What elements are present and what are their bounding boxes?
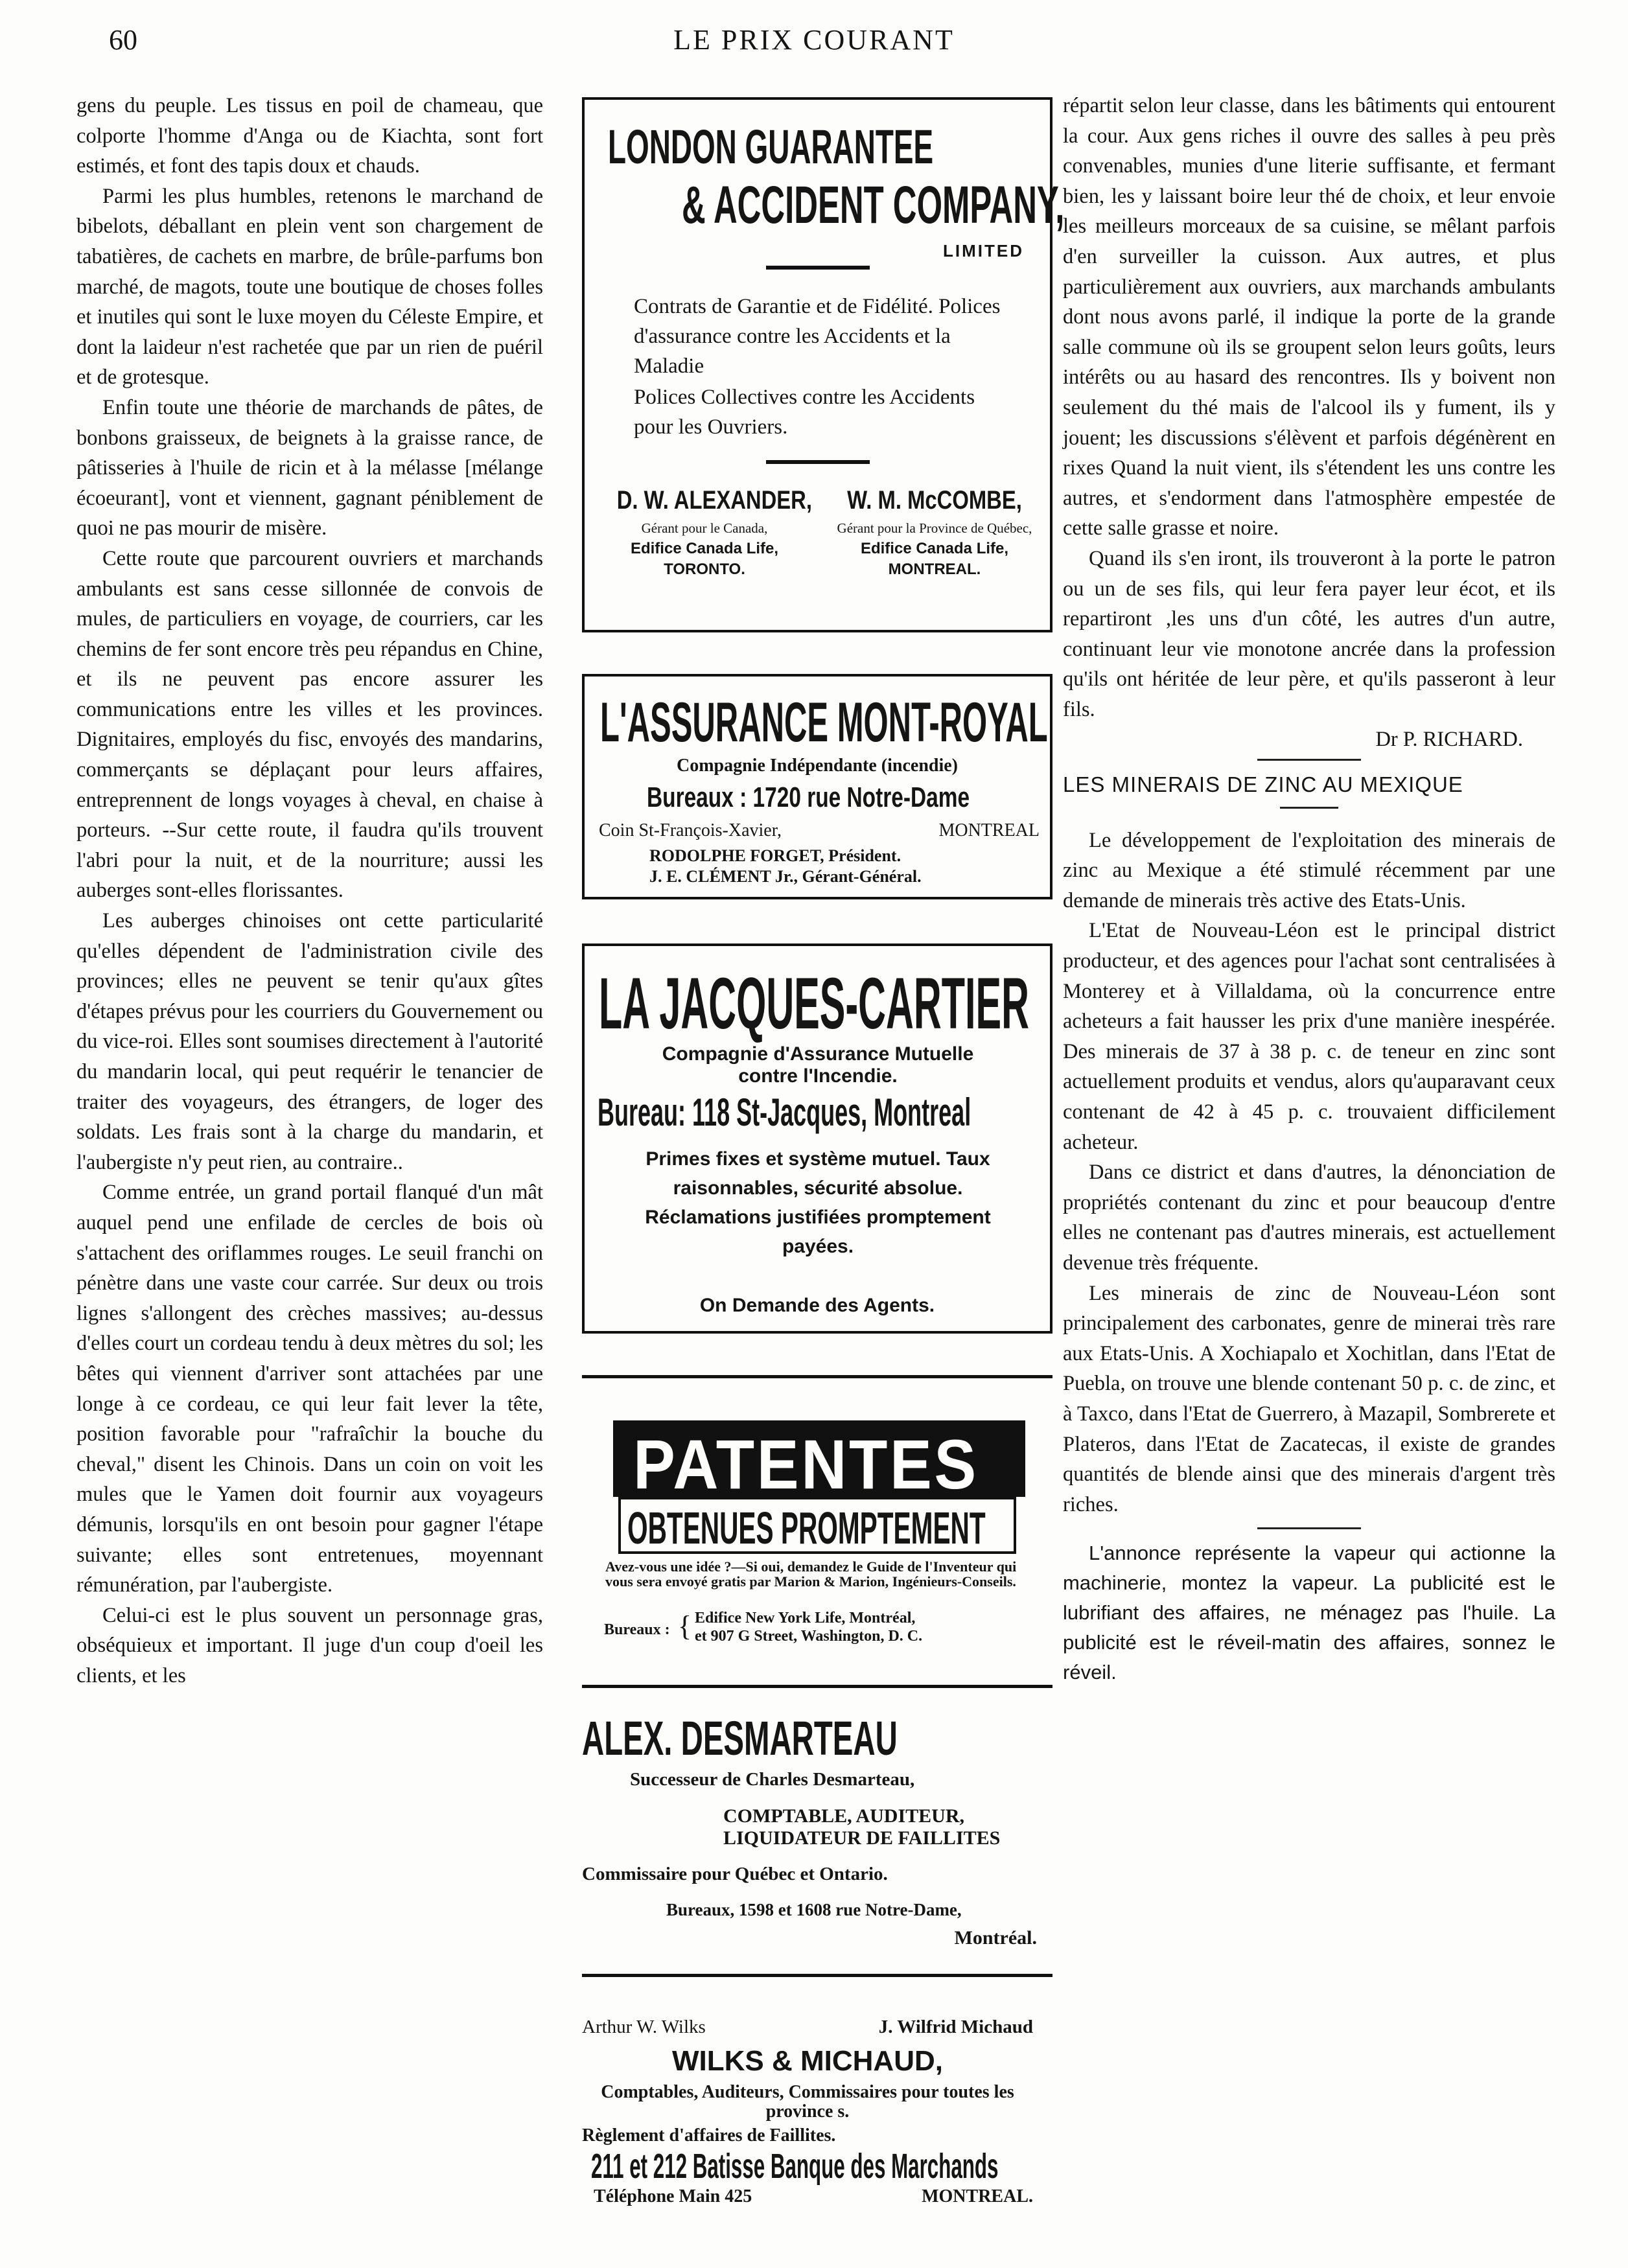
ad-text: Successeur de Charles Desmarteau, — [630, 1769, 915, 1790]
paragraph: Cette route que parcourent ouvriers et marchands ambulants est sans cesse sillonnée de convois de mules, de particuliers en voyage, de courriers, car les chemins de fer sont encore très peu répandus en Chine, et ils ne peuvent pas encore assurer les communications entre les villes et les provinces. Dignitaires, employés du fisc, envoyés des mandarins, commerçants se déplaçant pour leurs affaires, entreprennent de longs voyages à cheval, en chaise à porteurs. --Sur cette route, il faudra qu'ils trouvent l'abri pour la nuit, et de la nourriture; aussi les auberges sont-elles florissantes. — [76, 546, 543, 903]
right-column — [1063, 91, 1555, 1687]
ad-patentes-address: et 907 G Street, Washington, D. C. — [695, 1628, 923, 1645]
paragraph: Enfin toute une théorie de marchands de pâtes, de bonbons graisseux, de beignets à la graisse rance, de pâtisseries à l'huile de ricin et à la mélasse [mélange écoeurant], vont et viennent, gagnant péniblement de quoi ne pas mourir de misère. — [76, 395, 543, 540]
divider — [1280, 807, 1338, 809]
agent-role: Gérant pour la Province de Québec, — [837, 520, 1032, 536]
ad-patentes-text: Avez-vous une idée ?—Si oui, demandez le Guide de l'Inventeur qui vous sera envoyé gratis par Marion & Marion, Ingénieurs-Conseils. — [605, 1558, 1017, 1590]
paragraph: Celui-ci est le plus souvent un personnage gras, obséquieux et important. Il juge d'un coup d'oeil les clients, et les — [76, 1603, 543, 1687]
paragraph: Les auberges chinoises ont cette particularité qu'elles dépendent de l'administration civile des provinces; elles ne peuvent se tenir qu'aux gîtes d'étapes prévus pour les courriers du Gouvernement ou du vice-roi. Elles sont soumises directement à l'autorité du mandarin local, qui peut requérir le tenancier de traiter des voyageurs, des étrangers, de loger des soldats. Les frais sont à la charge du mandarin, et l'aubergiste n'y peut rien, au contraire.. — [76, 909, 543, 1174]
ad-london-guarantee — [582, 97, 1065, 632]
ad-subtitle-box — [618, 1497, 1016, 1554]
ad-text: Comptables, Auditeurs, Commissaires pour toutes les province s. — [601, 2082, 1014, 2122]
ad-city: MONTREAL — [938, 820, 1040, 840]
ad-subtitle: Compagnie d'Assurance Mutuelle contre l'Incendie. — [662, 1043, 974, 1087]
ad-agent — [598, 486, 811, 579]
ad-patentes — [609, 1417, 1025, 1563]
agent-building: Edifice Canada Life, — [860, 540, 1009, 557]
ad-partner: J. Wilfrid Michaud — [878, 2017, 1033, 2037]
ad-title: PATENTES — [633, 1425, 979, 1503]
ad-text: Contrats de Garantie et de Fidélité. Polices d'assurance contre les Accidents et la Maladie — [634, 295, 1001, 378]
ad-patentes-bureaux: Bureaux : — [604, 1621, 670, 1638]
ad-text: Montréal. — [954, 1927, 1037, 1949]
divider — [766, 460, 870, 464]
ad-subtitle: OBTENUES PROMPTEMENT — [627, 1503, 986, 1553]
ad-text: Règlement d'affaires de Faillites. — [582, 2125, 836, 2146]
ad-title: ALEX. DESMARTEAU — [582, 1711, 898, 1765]
ad-wilks-michaud — [582, 2009, 1052, 2216]
divider — [766, 266, 870, 270]
paragraph: Le développement de l'exploitation des minerais de zinc au Mexique a été stimulé récemment par une demande de minerais très active des Etats-Unis. — [1063, 828, 1555, 912]
ad-address: Coin St-François-Xavier, — [599, 820, 782, 840]
page-number: 60 — [109, 24, 137, 56]
paragraph: Dans ce district et dans d'autres, la dénonciation de propriétés contenant du zinc et pour beaucoup d'entre elles ne contenant pas d'autres minerais, est actuellement devenue très fréquente. — [1063, 1161, 1555, 1275]
divider — [582, 1375, 1052, 1378]
agent-role: Gérant pour le Canada, — [641, 520, 768, 536]
ad-text: Bureaux, 1598 et 1608 rue Notre-Dame, — [666, 1900, 962, 1919]
ad-agent — [824, 486, 1045, 579]
ad-address: 211 et 212 Batisse Banque des Marchands — [591, 2147, 999, 2186]
paragraph: Les minerais de zinc de Nouveau-Léon sont principalement des carbonates, genre de minerai très rare aux Etats-Unis. A Xochiapalo et Xochitlan, dans l'Etat de Puebla, on trouve une blende contenant 50 p. c. de zinc, et à Taxco, dans l'Etat de Guerrero, à Mazapil, Sombrerete et Plateros, dans l'Etat de Zacatecas, il existe de grandes quantités de blende ainsi que des minerais d'argent très riches. — [1063, 1281, 1555, 1516]
agent-name: D. W. ALEXANDER, — [616, 486, 812, 515]
ad-title: L'ASSURANCE MONT-ROYAL — [600, 691, 1048, 754]
brace: { — [678, 1610, 692, 1642]
ad-text: LIQUIDATEUR DE FAILLITES — [723, 1827, 1001, 1849]
paragraph: Comme entrée, un grand portail flanqué d'un mât auquel pend une enfilade de cercles de bois où s'attachent des oriflammes rouges. Le seuil franchi on pénètre dans une vaste cour carrée. Sur deux ou trois lignes s'allongent des crèches massives; au-dessus d'elles court un cordeau tendu à deux mètres du sol; les bêtes qui viennent d'arriver sont attachées par une longe à ce cordeau, ce qui leur fait lever la tête, position favorable pour "rafraîchir la bouche du cheval," disent les Chinois. Dans un coin on voit les mules que le Yamen doit fournir aux voyageurs démunis, lorsqu'ils en ont besoin pour gagner l'étape suivante; elles sont entretenues, moyennant rémunération, par l'aubergiste. — [76, 1181, 543, 1597]
agent-city: MONTREAL. — [888, 561, 981, 578]
ad-subtitle: Compagnie Indépendante (incendie) — [676, 756, 959, 776]
note-paragraph: L'annonce représente la vapeur qui actionne la machinerie, montez la vapeur. La publicité est le lubrifiant des affaires, ne ménagez pas l'huile. La publicité est le réveil-matin des affaires, sonnez le réveil. — [1063, 1542, 1555, 1684]
ad-desmarteau — [582, 1711, 1052, 1996]
ad-patentes-address: Edifice New York Life, Montréal, — [695, 1610, 916, 1626]
ad-office: Bureaux : 1720 rue Notre-Dame — [647, 781, 970, 813]
agent-city: TORONTO. — [664, 561, 745, 578]
left-column — [76, 91, 543, 1691]
page-title: LE PRIX COURANT — [673, 24, 955, 56]
ad-phone: Téléphone Main 425 — [594, 2186, 752, 2206]
ad-text: Polices Collectives contre les Accidents pour les Ouvriers. — [634, 386, 975, 439]
ad-footer: On Demande des Agents. — [699, 1295, 935, 1316]
ad-person: RODOLPHE FORGET, Président. — [649, 846, 901, 865]
paragraph: gens du peuple. Les tissus en poil de chameau, que colporte l'homme d'Anga ou de Kiachta, sont fort estimés, et font des tapis doux et chauds. — [76, 94, 543, 178]
paragraph: Quand ils s'en iront, ils trouveront à la porte le patron ou un de ses fils, qui leur fera payer leur écot, et ils repartiront ,les uns d'un côté, les autres d'un autre, continuant leur vie monotone ancrée dans la profession qu'ils ont héritée de leur père, et qu'ils passeront à leur fils. — [1063, 546, 1555, 721]
ad-text: Commissaire pour Québec et Ontario. — [582, 1864, 888, 1884]
divider — [1257, 1527, 1361, 1529]
ad-title-banner — [613, 1420, 1025, 1503]
ad-title: LONDON GUARANTEE — [608, 120, 934, 174]
ad-office: Bureau: 118 St-Jacques, Montreal — [598, 1091, 971, 1134]
divider — [582, 1685, 1052, 1688]
ad-title: LA JACQUES-CARTIER — [599, 963, 1029, 1044]
ad-text: COMPTABLE, AUDITEUR, — [723, 1805, 964, 1827]
divider — [582, 1974, 1052, 1977]
ad-features: Primes fixes et système mutuel. Taux raisonnables, sécurité absolue. Réclamations justifiées promptement payées. — [645, 1148, 991, 1257]
ad-person: J. E. CLÉMENT Jr., Gérant-Général. — [649, 867, 922, 886]
paragraph: L'Etat de Nouveau-Léon est le principal district producteur, et des agences pour l'achat sont centralisées à Monterey et à Villaldama, où la concurrence entre acheteurs a fait hausser les prix d'une manière inespérée. Des minerais de 37 à 38 p. c. de teneur en zinc sont actuellement produits et vendus, alors qu'auparavant ceux contenant de 42 à 45 p. c. trouvaient difficilement acheteur. — [1063, 919, 1555, 1154]
ad-title: WILKS & MICHAUD, — [672, 2045, 943, 2077]
agent-building: Edifice Canada Life, — [630, 540, 779, 557]
ad-mont-royal — [582, 674, 1052, 899]
divider — [1257, 759, 1361, 761]
section-title: LES MINERAIS DE ZINC AU MEXIQUE — [1063, 772, 1463, 797]
ad-title: & ACCIDENT COMPANY, — [682, 176, 1065, 235]
ad-jacques-cartier — [582, 943, 1052, 1334]
signature: Dr P. RICHARD. — [1375, 728, 1523, 752]
agent-name: W. M. McCOMBE, — [847, 486, 1022, 515]
paragraph: répartit selon leur classe, dans les bâtiments qui entourent la cour. Aux gens riches il ouvre des salles à peu près convenables, munies d'une literie suffisante, et fermant bien, les y laissant boire leur thé de choix, et leur envoie les meilleurs morceaux de sa cuisine, se mêlant parfois d'en surveiller la cuisson. Aux autres, et plus particulièrement aux ouvriers, aux marchands ambulants dont nous avons parlé, il indique la porte de la grande salle commune où ils se groupent selon leurs goûts, leurs intérêts ou au hasard des rencontres. Ils y boivent non seulement du thé mais de l'alcool ils y fument, ils y jouent; les discussions s'élèvent et parfois dégénèrent en rixes Quand la nuit vient, ils s'étendent les uns contre les autres, et s'endorment dans l'atmosphère empestée de cette salle grasse et noire. — [1063, 94, 1555, 540]
paragraph: Parmi les plus humbles, retenons le marchand de bibelots, déballant en plein vent son chargement de tabatières, de cachets en marbre, de brûle-parfums bon marché, de magots, toute une boutique de choses folles et inutiles qui sont le luxe moyen du Céleste Empire, et dont la laideur n'est rachetée que par un rien de puéril et de grotesque. — [76, 184, 543, 389]
ad-subtitle: LIMITED — [943, 241, 1024, 260]
ad-city: MONTREAL. — [922, 2186, 1033, 2206]
ad-partner: Arthur W. Wilks — [582, 2017, 706, 2037]
